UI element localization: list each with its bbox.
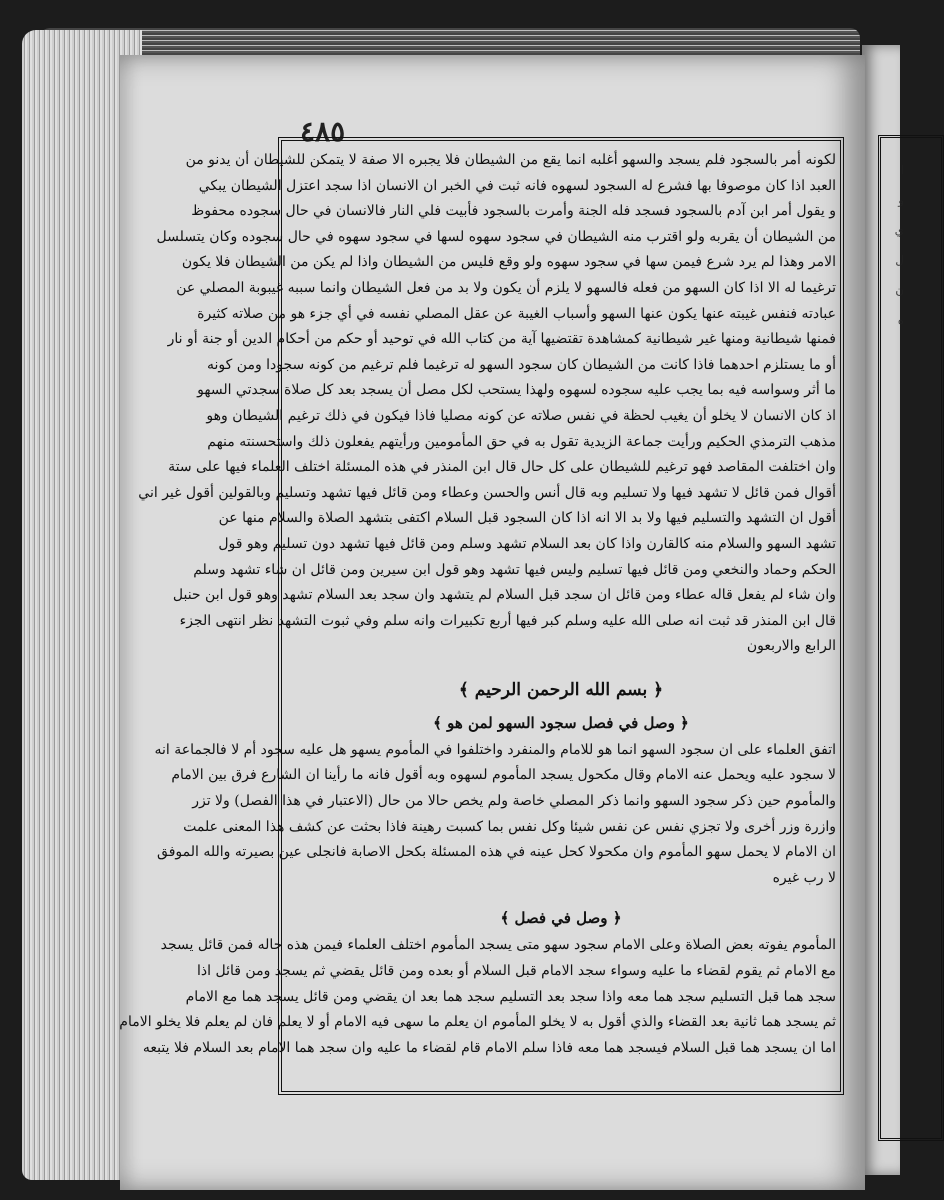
text-line: أقوال فمن قائل لا تشهد فيها ولا تسليم وبه قال أنس والحسن وعطاء ومن قائل فيها تشهد وتسليم وبالقولين أقول غير اني	[138, 484, 836, 501]
text-line: فمنها شيطانية ومنها غير شيطانية كمشاهدة تقتضيها آية من كتاب الله في توحيد أو حكم من أحكام الدين أو جنة أو نار	[167, 331, 836, 348]
text-line: ان الامام لا يحمل سهو المأموم وان مكحولا كحل عينه في هذه المسئلة بكحل الاصابة فانجلى عين بصيرته والله الموفق	[157, 844, 836, 861]
text-line: الرابع والاربعون	[746, 638, 836, 655]
text-line: وازرة وزر أخرى ولا تجزي نفس عن نفس شيئا وكل نفس بما كسبت رهينة فاذا بحثت عن كشف هذا المعنى علمت	[183, 818, 836, 835]
text-line: أو ما يستلزم احدهما فاذا كانت من الشيطان كان سجود السهو له ترغيما فلم ترغيم من كونه سجودا ومن كونه	[207, 356, 836, 373]
text-line: اذ كان الانسان لا يخلو أن يغيب لحظة في نفس صلاته عن كونه مصليا فاذا فيكون في ذلك ترغيم الشيطان وهو	[206, 407, 836, 424]
text-line: العبد اذا كان موصوفا بها فشرع له السجود لسهوه فانه ثبت في الخبر ان الانسان اذا سجد اعتزل الشيطان يبكي	[198, 177, 836, 194]
text-line: لا سجود عليه ويحمل عنه الامام وقال مكحول يسجد المأموم لسهوه وبه أقول فانه ما رأينا ان الشارع فرق بين الامام	[171, 767, 836, 784]
text-line: اتفق العلماء على ان سجود السهو انما هو للامام والمنفرد واختلفوا في المأموم يسهو هل عليه سجود أم لا فالجماعة انه	[154, 741, 836, 758]
text-line: و يقول أمر ابن آدم بالسجود فسجد فله الجنة وأمرت بالسجود فأبيت فلي النار فالانسان في حال سجوده محفوظ	[191, 203, 836, 220]
section-three-title: ﴿ وصل في فصل ﴾	[500, 909, 622, 928]
text-line: اما ان يسجد هما قبل السلام فيسجد هما معه فاذا سلم الامام قام لقضاء ما عليه وان سجد هما الامام بعد السلام فلا يتبعه	[142, 1039, 836, 1056]
text-line: لا رب غيره	[772, 869, 836, 886]
text-line: تشهد السهو والسلام منه كالقارن واذا كان بعد السلام تشهد وسلم ومن قائل فيها تشهد دون تسليم وهو قول	[218, 535, 836, 552]
text-line: لكونه أمر بالسجود فلم يسجد والسهو أغلبه انما يقع من الشيطان فلا يجبره الا صفة لا يتمكن للشيطان أن يدنو من	[185, 152, 836, 168]
facing-page-text: ا و ي ل ن ه	[894, 163, 904, 327]
text-line: الامر وهذا لم يرد شرع فيمن سها في سجود سهوه ولو وقع فليس من الشيطان واذا لم يكن من الشيطان فلا يكون	[181, 254, 836, 271]
text-line: ما أثر وسواسه فيه بما يجب عليه سجوده لسهوه ولهذا يستحب لكل مصل أن يسجد بعد كل صلاة سجدتي السهو	[197, 382, 836, 399]
text-line: المأموم يفوته بعض الصلاة وعلى الامام سجود سهو متى يسجد المأموم اختلف العلماء فيمن هذه حاله فمن قائل يسجد	[160, 937, 836, 954]
text-line: والمأموم حين ذكر سجود السهو وانما ذكر المصلي خاصة ولم يخص حالا من حال (الاعتبار في هذا الفصل) ولا تزر	[192, 793, 836, 810]
section-two-title: ﴿ وصل في فصل سجود السهو لمن هو ﴾	[433, 713, 689, 732]
facing-page-edge	[862, 45, 904, 1175]
text-line: من الشيطان أن يقربه ولو اقترب منه الشيطان في سجود سهوه لسها في سجود سهوه في حال سجوده وكان يتسلسل	[156, 228, 836, 245]
text-line: الحكم وحماد والنخعي ومن قائل فيها تسليم وليس فيها تشهد وهو قول ابن سيرين ومن قائل ان شاء تشهد وسلم	[193, 561, 836, 578]
text-line: أقول ان التشهد والتسليم فيها ولا بد الا انه اذا كان السجود قبل السلام اكتفى بتشهد الصلاة والسلام منها عن	[218, 510, 836, 527]
text-line: ترغيما له الا اذا كان السهو من فعله فالسهو لا يلزم أن يكون ولا بد من فعل الشيطان وانما سببه غيبوبة المصلي عن	[176, 279, 836, 296]
section-two	[154, 738, 836, 892]
text-line: سجد هما قبل التسليم سجد هما معه واذا سجد بعد التسليم سجد هما بعد ان يقضي ومن قائل يسجد هما مع الامام	[185, 988, 836, 1005]
text-line: مع الامام ثم يقوم لقضاء ما عليه وسواء سجد الامام قبل السلام أو بعده ومن قائل يقضي ثم يسجد ومن قائل اذا	[197, 963, 836, 980]
text-line: وان اختلفت المقاصد فهو ترغيم للشيطان على كل حال قال ابن المنذر في هذه المسئلة اختلف العلماء فيها على ستة	[168, 459, 836, 476]
text-line: وان شاء لم يفعل قاله عطاء ومن قائل ان سجد قبل السلام لم يتشهد وان سجد بعد السلام تشهد وهو قول ابن حنبل	[172, 587, 836, 604]
section-one	[138, 148, 836, 660]
text-line: ثم يسجد هما ثانية بعد القضاء والذي أقول به لا يخلو المأموم ان يعلم ما سهى فيه الامام أو لا يعلم فان لم يعلم فلا يخلو الامام	[119, 1014, 836, 1031]
text-line: قال ابن المنذر قد ثبت انه صلى الله عليه وسلم كبر فيها أربع تكبيرات وانه سلم وفي ثبوت التشهد نظر انتهى الجزء	[179, 612, 836, 629]
basmala-heading: ﴿ بسم الله الرحمن الرحيم ﴾	[458, 679, 664, 700]
text-line: عبادته فنفس غيبته عنها يكون عنها السهو وأسباب الغيبة عن عقل المصلي نفسه في أي جزء هو من صلاته كثيرة	[197, 305, 836, 322]
page-text-block	[119, 148, 836, 1061]
page-number: ٤٨٥	[300, 115, 346, 148]
section-three	[119, 933, 836, 1061]
text-line: مذهب الترمذي الحكيم ورأيت جماعة الزيدية تقول به في حق المأمومين ورأيتهم يفعلون ذلك واستحسنته منهم	[207, 433, 836, 450]
